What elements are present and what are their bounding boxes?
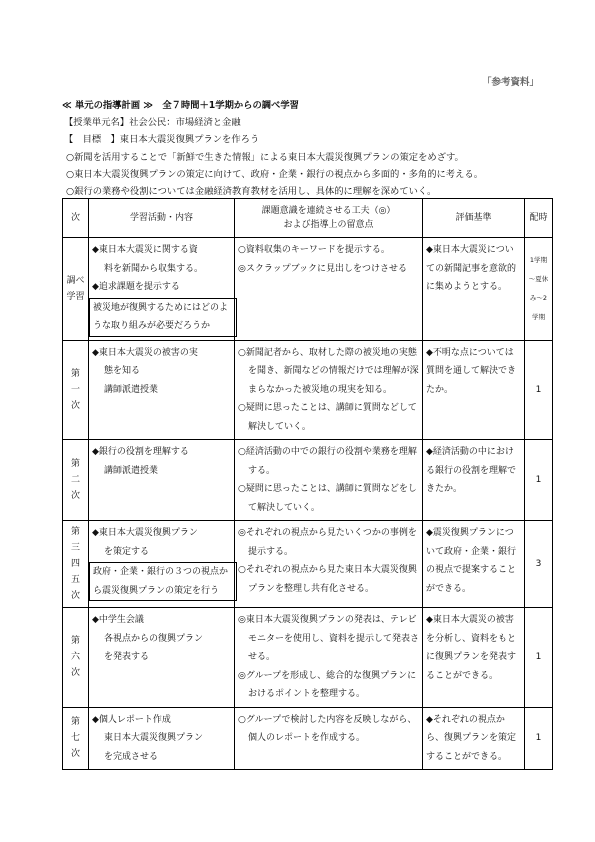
phase-cell: 第 一 次 — [63, 340, 89, 440]
activity-line: ◆銀行の役割を理解する — [92, 447, 189, 457]
phase-cell: 第 七 次 — [63, 707, 89, 770]
time-cell: 1 — [525, 340, 553, 440]
activity-line: を策定する — [104, 546, 150, 557]
activity-line: 講師派遣授業 — [104, 465, 159, 476]
criteria-cell: ◆震災復興プランについて政府・企業・銀行の視点で提案することができる。 — [423, 521, 525, 608]
note-item: ○それぞれの視点から見た東日本大震災復興プランを整理し共有化させる。 — [238, 565, 417, 594]
notes-cell — [235, 521, 423, 608]
criteria-cell: ◆経済活動の中における銀行の役割を理解できたか。 — [423, 440, 525, 521]
activity-cell — [89, 440, 235, 521]
note-item: ◎スクラップブックに見出しをつけさせる — [238, 263, 408, 274]
header-activity: 学習活動・内容 — [89, 199, 235, 238]
notes-cell — [235, 608, 423, 708]
table-row — [63, 440, 553, 521]
table-row — [63, 707, 553, 770]
unit-name: 【授業単元名】社会公民：市場経済と金融 — [64, 117, 241, 129]
goal-bullet: ○新聞を活用することで「新鮮で生きた情報」による東日本大震災復興プランの策定をめざす。 — [66, 151, 464, 163]
header-criteria: 評価基準 — [423, 199, 525, 238]
issue-box: 被災地が復興するためにはどのような取り組みが必要だろうか — [89, 298, 237, 337]
activity-line: 講師派遣授業 — [104, 384, 159, 395]
time-cell: 3 — [525, 521, 553, 608]
unit-goal: 【 目標 】東日本大震災復興プランを作ろう — [64, 134, 260, 146]
activity-cell — [89, 608, 235, 708]
header-time: 配時 — [525, 199, 553, 238]
activity-cell — [89, 238, 235, 341]
time-cell: 1学期 ～夏休 み～2 学期 — [525, 238, 553, 341]
notes-cell — [235, 340, 423, 440]
activity-line: ◆中学生会議 — [92, 615, 144, 625]
activity-line: ◆東日本大震災の被害の実 — [92, 347, 198, 358]
notes-cell — [235, 440, 423, 521]
header-phase: 次 — [63, 199, 89, 238]
issue-box: 政府・企業・銀行の３つの視点から震災復興プランの策定を行う — [89, 562, 237, 601]
document-header — [62, 97, 542, 200]
goal-bullet: ○東日本大震災復興プランの策定に向けて、政府・企業・銀行の視点から多面的・多角的に考える。 — [66, 168, 483, 180]
activity-line: ◆追求課題を提示する — [92, 282, 180, 292]
table-row — [63, 238, 553, 341]
note-item: ○疑問に思ったことは、講師に質問などをして解決していく。 — [238, 484, 417, 513]
activity-line: 東日本大震災復興プラン — [104, 733, 204, 743]
criteria-cell: ◆不明な点については質問を通して解決できたか。 — [423, 340, 525, 440]
note-item: ◎グループを形成し、総合的な復興プランにおけるポイントを整理する。 — [238, 670, 417, 699]
phase-cell: 調べ 学習 — [63, 238, 89, 341]
phase-cell: 第 二 次 — [63, 440, 89, 521]
time-cell: 1 — [525, 440, 553, 521]
time-cell: 1 — [525, 707, 553, 770]
reference-material-label: 「参考資料」 — [481, 77, 539, 88]
goal-bullets — [62, 149, 542, 201]
header-notes: 課題意識を連続させる工夫（◎） および指導上の留意点 — [235, 199, 423, 238]
activity-line: を発表する — [104, 652, 150, 662]
note-item: ○資料収集のキーワードを提示する。 — [238, 245, 390, 255]
note-item: ○新聞記者から、取材した際の被災地の実態を聞き、新聞などの情報だけでは理解が深まらなかった被災地の現実を知る。 — [238, 347, 419, 395]
activity-cell — [89, 707, 235, 770]
note-item: ○グループで検討した内容を反映しながら、個人のレポートを作成する。 — [238, 714, 417, 743]
criteria-cell: ◆それぞれの視点から、復興プランを策定することができる。 — [423, 707, 525, 770]
time-cell: 1 — [525, 608, 553, 708]
activity-cell — [89, 340, 235, 440]
activity-line: ◆東日本大震災復興プラン — [92, 528, 198, 538]
activity-line: ◆東日本大震災に関する資 — [92, 245, 198, 255]
note-item: ○疑問に思ったことは、講師に質問などして解決していく。 — [238, 403, 417, 432]
activity-line: 態を知る — [104, 366, 141, 376]
activity-cell — [89, 521, 235, 608]
activity-line: を完成させる — [104, 751, 159, 762]
page-title: ≪ 単元の指導計画 ≫ 全７時間＋1学期からの調べ学習 — [62, 100, 299, 111]
goal-bullet: ○銀行の業務や役割については金融経済教育教材を活用し、具体的に理解を深めていく。 — [66, 186, 437, 198]
phase-cell: 第 三 四 五 次 — [63, 521, 89, 608]
lesson-plan-table — [62, 198, 553, 770]
notes-cell — [235, 238, 423, 341]
notes-cell — [235, 707, 423, 770]
table-header-row — [63, 199, 553, 238]
criteria-cell: ◆東日本大震災についての新聞記事を意欲的に集めようとする。 — [423, 238, 525, 341]
criteria-cell: ◆東日本大震災の被害を分析し、資料をもとに復興プランを発表することができる。 — [423, 608, 525, 708]
table-row — [63, 340, 553, 440]
activity-line: 料を新聞から収集する。 — [104, 263, 204, 274]
note-item: ○経済活動の中での銀行の役割や業務を理解する。 — [238, 447, 417, 476]
activity-line: ◆個人レポート作成 — [92, 714, 171, 725]
note-item: ◎それぞれの視点から見たいくつかの事例を提示する。 — [238, 528, 417, 557]
note-item: ◎東日本大震災復興プランの発表は、テレビモニターを使用し、資料を提示して発表させる。 — [238, 615, 420, 662]
table-row — [63, 521, 553, 608]
phase-cell: 第 六 次 — [63, 608, 89, 708]
table-row — [63, 608, 553, 708]
activity-line: 各視点からの復興プラン — [104, 633, 204, 644]
